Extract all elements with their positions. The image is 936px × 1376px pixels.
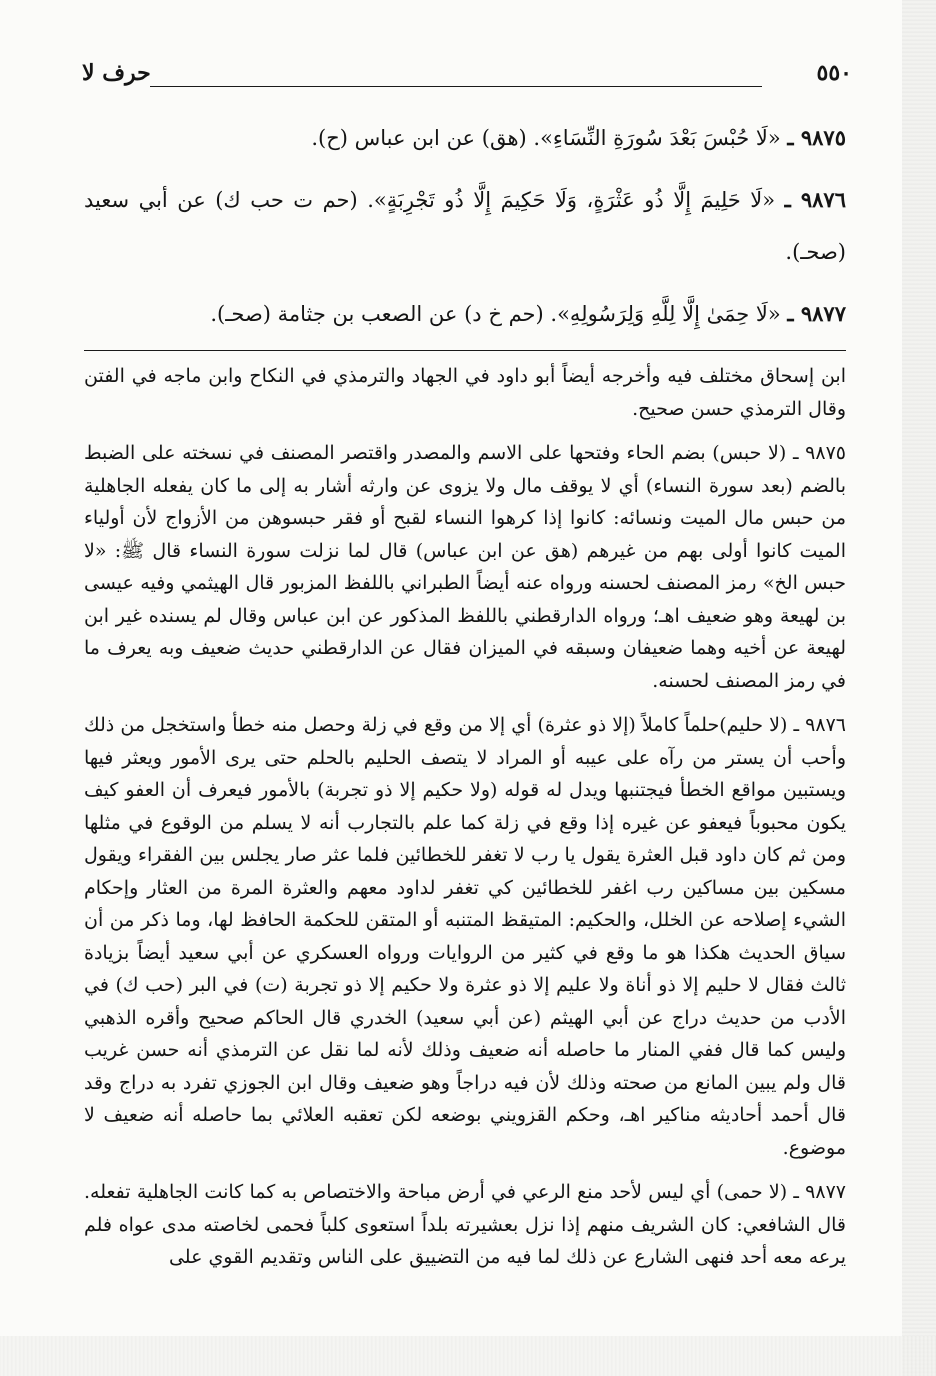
- page-edge-bottom: [0, 1336, 936, 1376]
- commentary-paragraph: ٩٨٧٧ ـ (لا حمى) أي ليس لأحد منع الرعي في أرض مباحة والاختصاص به كما كانت الجاهلية تفعله. قال الشافعي: كان الشريف منهم إذا نزل بعشيرته بلداً استعوى كلباً فحمى لخاصته مدى عواه فلم يرعه معه أحد فنهى الشارع عن ذلك لما فيه من التضييق على الناس وتقديم القوي على: [84, 1181, 846, 1268]
- page-edge-right: [902, 0, 936, 1376]
- hadith-text: «لَا حُبْسَ بَعْدَ سُورَةِ النِّسَاءِ». (هق) عن ابن عباس (ح).: [311, 126, 781, 150]
- commentary-paragraph: ٩٨٧٦ ـ (لا حليم)حلماً كاملاً (إلا ذو عثرة) أي إلا من وقع في زلة وحصل منه خطأ واستخجل من ذلك وأحب أن يستر من رآه على عيبه أو المراد لا يتصف الحليم بالحلم حتى يرى الأمور ويعثر فيها ويستبين مواقع الخطأ فيجتنبها ويدل له قوله (ولا حكيم إلا ذو تجربة) بالأمور فيعرف أن العفو كيف يكون محبوباً فيعفو عن غيره إذا وقع في زلة كما علم بالتجارب أنه لا يسلم من الوقوع في مثلها ومن ثم كان داود قبل العثرة يقول يا رب لا تغفر للخطائين فلما عثر صار يجلس بين الفقراء ويقول مسكين بين مساكين رب اغفر للخطائين كي تغفر لداود معهم والعثرة المرة من العثار وإحكام الشيء إصلاحه عن الخلل، والحكيم: المتيقظ المتنبه أو المتقن للحكمة الحافظ لها، وما ذكر من أن سياق الحديث هكذا هو ما وقع في كثير من الروايات ورواه العسكري عن أبي سعيد أيضاً بزيادة ثالث فقال لا حليم إلا ذو أناة ولا عليم إلا ذو عثرة ولا حكيم إلا ذو تجربة (ت) في البر (حب ك) في الأدب من حديث دراج عن أبي الهيثم (عن أبي سعيد) الخدري قال الحاكم صحيح وأقره الذهبي وليس كما قال ففي المنار ما حاصله أنه ضعيف وذلك لأنه لما نقل عن الترمذي أنه حسن غريب قال ولم يبين المانع من صحته وذلك لأن فيه دراجاً وهو ضعيف وقال ابن الجوزي تفرد به دراج وقد قال أحمد أحاديثه مناكير اهـ، وحكم القزويني بوضعه لكن تعقبه العلائي بما حاصله أنه ضعيف لا موضوع.: [84, 714, 846, 1159]
- running-header: [82, 60, 852, 100]
- hadith-text: «لَا حَلِيمَ إِلَّا ذُو عَثْرَةٍ، وَلَا حَكِيمَ إِلَّا ذُو تَجْرِبَةٍ». (حم ت حب ك) عن أبي سعيد (صحـ).: [84, 188, 846, 264]
- hadith-entry: [84, 288, 846, 340]
- hadith-number: ٩٨٧٧ ـ: [787, 301, 846, 326]
- commentary-paragraph: ابن إسحاق مختلف فيه وأخرجه أيضاً أبو داود في الجهاد والترمذي في النكاح وابن ماجه في الفتن وقال الترمذي حسن صحيح.: [84, 365, 846, 420]
- commentary-paragraph: ٩٨٧٥ ـ (لا حبس) بضم الحاء وفتحها على الاسم والمصدر واقتصر المصنف في نسخته على الضبط بالضم (بعد سورة النساء) أي لا يوقف مال ولا يزوى عن وارثه أشار به إلى ما كان يفعله الجاهلية من حبس مال الميت ونسائه: كانوا إذا كرهوا النساء لقبح أو فقر حبسوهن من الأزواج لأن أولياء الميت كانوا أولى بهم من غيرهم (هق عن ابن عباس) قال لما نزلت سورة النساء قال ﷺ: «لا حبس الخ» رمز المصنف لحسنه ورواه عنه أيضاً الطبراني باللفظ المزبور قال الهيثمي وفيه عيسى بن لهيعة وهو ضعيف اهـ؛ ورواه الدارقطني باللفظ المذكور عن ابن عباس وقال لم يسنده غير ابن لهيعة عن أخيه وهما ضعيفان وسبقه في الميزان فقال عن الدارقطني حديث ضعيف وبه يعرف ما في رمز المصنف لحسنه.: [84, 442, 846, 692]
- hadith-number: ٩٨٧٦ ـ: [784, 187, 846, 212]
- page-number: ٥٥٠: [816, 60, 852, 86]
- commentary-section: [84, 360, 846, 1286]
- hadith-list: [84, 112, 846, 350]
- hadith-entry: [84, 112, 846, 164]
- section-divider: [84, 350, 846, 351]
- header-rule: [150, 86, 762, 87]
- hadith-entry: [84, 174, 846, 278]
- hadith-text: «لَا حِمَىٰ إِلَّا لِلَّهِ وَلِرَسُولِهِ». (حم خ د) عن الصعب بن جثامة (صحـ).: [210, 302, 781, 326]
- hadith-number: ٩٨٧٥ ـ: [787, 125, 846, 150]
- header-title: حرف لا: [82, 60, 151, 86]
